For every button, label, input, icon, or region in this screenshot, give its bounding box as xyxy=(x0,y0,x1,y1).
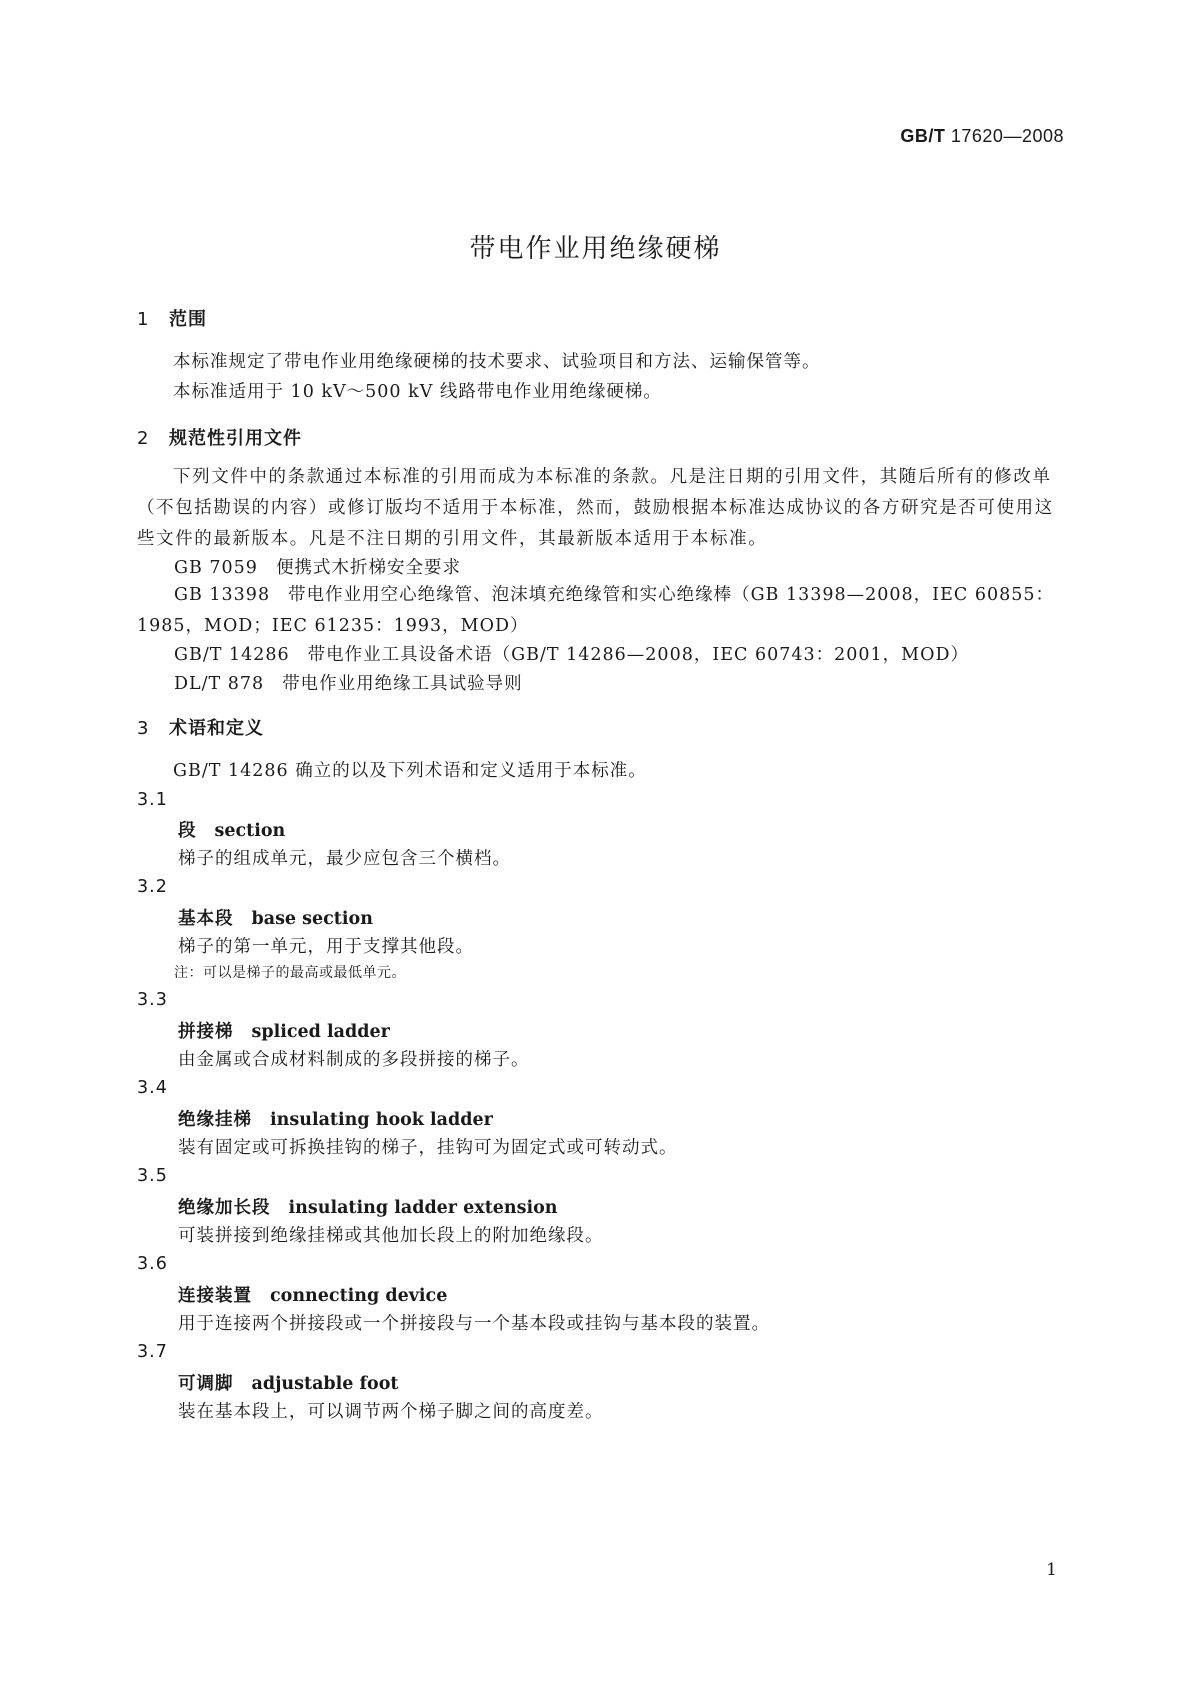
term-chinese: 拼接梯 xyxy=(178,1022,234,1042)
section-1-heading xyxy=(137,305,207,331)
section-2-heading xyxy=(137,424,302,450)
section-title: 范围 xyxy=(169,309,207,330)
section-number: 1 xyxy=(137,309,150,330)
section-3-intro: GB/T 14286 确立的以及下列术语和定义适用于本标准。 xyxy=(173,761,647,781)
term-english: adjustable foot xyxy=(251,1374,399,1394)
section-number: 2 xyxy=(137,428,150,449)
term-number: 3.5 xyxy=(137,1166,168,1186)
section-1-paragraph-1: 本标准规定了带电作业用绝缘硬梯的技术要求、试验项目和方法、运输保管等。 xyxy=(173,352,821,372)
term-english: base section xyxy=(251,909,373,929)
term-definition: 装有固定或可拆换挂钩的梯子，挂钩可为固定式或可转动式。 xyxy=(178,1138,678,1158)
reference-item xyxy=(174,554,461,579)
term-heading xyxy=(178,1194,558,1219)
term-definition: 由金属或合成材料制成的多段拼接的梯子。 xyxy=(178,1050,530,1070)
section-3-heading xyxy=(137,714,264,740)
term-chinese: 绝缘挂梯 xyxy=(178,1110,252,1130)
term-english: insulating hook ladder xyxy=(270,1110,493,1130)
reference-item xyxy=(174,641,969,666)
reference-title: 带电作业工具设备术语（GB/T 14286—2008，IEC 60743：2001，MOD） xyxy=(307,645,969,665)
term-number: 3.1 xyxy=(137,790,168,810)
term-english: connecting device xyxy=(270,1286,448,1306)
page-number: 1 xyxy=(1046,1560,1057,1580)
term-english: insulating ladder extension xyxy=(288,1198,558,1218)
term-heading xyxy=(178,817,285,842)
reference-title: 便携式木折梯安全要求 xyxy=(275,558,461,578)
term-number: 3.4 xyxy=(137,1078,168,1098)
term-number: 3.6 xyxy=(137,1254,168,1274)
term-number: 3.3 xyxy=(137,990,168,1010)
term-chinese: 基本段 xyxy=(178,909,234,929)
term-definition: 梯子的组成单元，最少应包含三个横档。 xyxy=(178,849,511,869)
reference-item xyxy=(174,670,523,695)
term-heading xyxy=(178,1106,493,1131)
term-definition: 梯子的第一单元，用于支撑其他段。 xyxy=(178,937,474,957)
term-heading xyxy=(178,1370,398,1395)
standard-prefix: GB/T xyxy=(900,126,946,146)
term-definition: 用于连接两个拼接段或一个拼接段与一个基本段或挂钩与基本段的装置。 xyxy=(178,1314,770,1334)
term-chinese: 可调脚 xyxy=(178,1374,234,1394)
standard-number: 17620—2008 xyxy=(950,126,1064,146)
reference-title: 带电作业用绝缘工具试验导则 xyxy=(282,674,523,694)
section-number: 3 xyxy=(137,718,150,739)
document-title: 带电作业用绝缘硬梯 xyxy=(469,234,722,264)
term-heading xyxy=(178,1018,390,1043)
term-heading xyxy=(178,1282,447,1307)
term-chinese: 连接装置 xyxy=(178,1286,252,1306)
term-number: 3.7 xyxy=(137,1342,168,1362)
term-chinese: 段 xyxy=(178,821,197,841)
reference-code: GB 7059 xyxy=(174,558,258,578)
standard-code xyxy=(900,126,1064,147)
section-1-paragraph-2: 本标准适用于 10 kV～500 kV 线路带电作业用绝缘硬梯。 xyxy=(173,382,662,402)
reference-code: GB 13398 xyxy=(174,585,271,605)
reference-code: DL/T 878 xyxy=(174,674,265,694)
term-heading xyxy=(178,905,373,930)
term-number: 3.2 xyxy=(137,877,168,897)
term-note: 注：可以是梯子的最高或最低单元。 xyxy=(174,965,406,981)
section-title: 术语和定义 xyxy=(169,718,264,739)
term-english: section xyxy=(214,821,286,841)
term-definition: 可装拼接到绝缘挂梯或其他加长段上的附加绝缘段。 xyxy=(178,1226,604,1246)
term-english: spliced ladder xyxy=(251,1022,390,1042)
section-title: 规范性引用文件 xyxy=(169,428,302,449)
term-definition: 装在基本段上，可以调节两个梯子脚之间的高度差。 xyxy=(178,1402,604,1422)
reference-code: GB/T 14286 xyxy=(174,645,290,665)
reference-item xyxy=(137,580,1057,642)
section-2-intro: 下列文件中的条款通过本标准的引用而成为本标准的条款。凡是注日期的引用文件，其随后所有的修改单（不包括勘误的内容）或修订版均不适用于本标准，然而，鼓励根据本标准达成协议的各方研究是否可使用这些文件的最新版本。凡是不注日期的引用文件，其最新版本适用于本标准。 xyxy=(137,467,1054,549)
term-chinese: 绝缘加长段 xyxy=(178,1198,271,1218)
reference-title: 带电作业用空心绝缘管、泡沫填充绝缘管和实心绝缘棒（GB 13398—2008，IEC 60855：1985，MOD；IEC 61235：1993，MOD） xyxy=(137,585,1054,636)
